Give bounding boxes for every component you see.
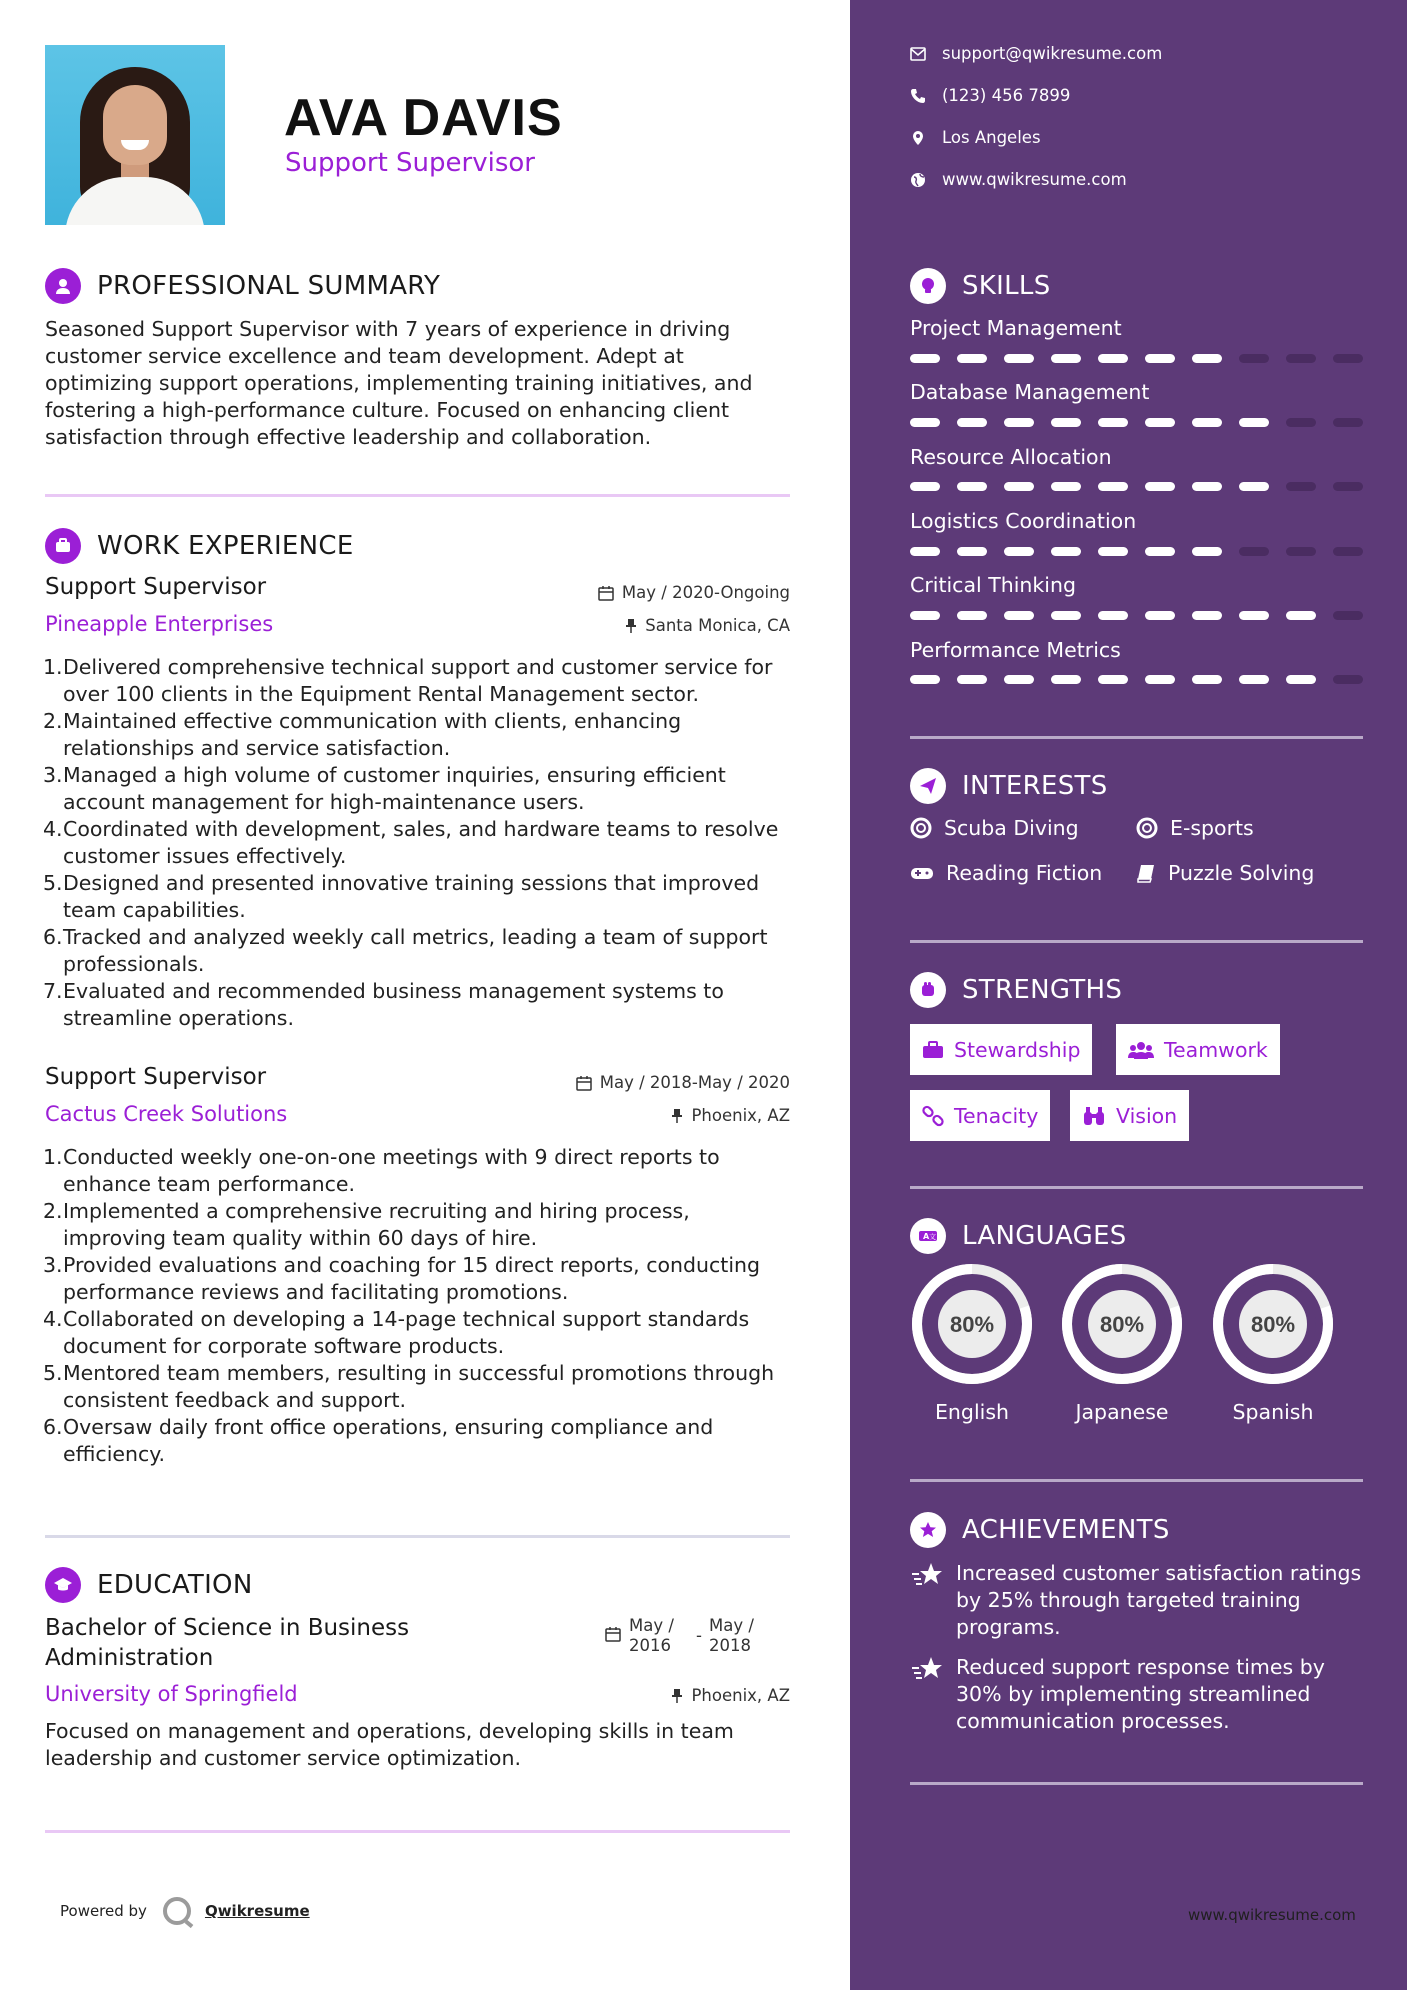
link-icon [922,1105,944,1127]
life-ring-icon [1136,817,1158,839]
summary-heading [45,268,440,304]
skill-level-segment [1051,354,1081,363]
life-ring-icon [910,817,932,839]
briefcase-icon [45,528,81,564]
contact-website [910,170,1127,189]
svg-text:文: 文 [929,1233,936,1241]
skill-bar [910,482,1363,491]
divider [910,940,1363,943]
skill-level-segment [957,354,987,363]
shooting-star-icon [910,1656,946,1682]
language-item [1060,1262,1184,1424]
skill-level-segment [1098,418,1128,427]
candidate-name: AVA DAVIS [284,89,563,147]
gamepad-icon [910,865,934,881]
briefcase-icon [922,1041,944,1059]
contact-location-text: Los Angeles [942,128,1041,147]
skill-level-segment [957,675,987,684]
contact-location [910,128,1041,147]
skill-level-segment [1098,482,1128,491]
svg-text:A: A [923,1232,930,1241]
job-2-location [671,1106,790,1125]
contact-phone [910,86,1070,105]
job-1-location-text: Santa Monica, CA [645,616,790,635]
skill-bar [910,611,1363,620]
list-item: 6. Oversaw daily front office operations, ensuring compliance and efficiency. [43,1415,714,1466]
skills-heading [910,268,1051,304]
skill-level-segment [957,482,987,491]
strength-chip: Stewardship [910,1024,1092,1075]
skill-level-segment [1145,547,1175,556]
skill-level-segment [1239,418,1269,427]
skill-level-segment [1333,354,1363,363]
users-icon [1128,1041,1154,1059]
education-degree: Bachelor of Science in Business Administration [45,1615,410,1671]
skill-name: Project Management [910,316,1122,340]
skill-level-segment [1239,482,1269,491]
contact-phone-text: (123) 456 7899 [942,86,1071,105]
skill-level-segment [1333,611,1363,620]
qwikresume-logo-icon [163,1897,191,1925]
list-item: 2. Maintained effective communication with clients, enhancing relationships and service satisfaction. [43,709,682,760]
skill-level-segment [1004,354,1034,363]
interest-item: Scuba Diving [910,816,1079,840]
skill-level-segment [1145,611,1175,620]
experience-heading [45,528,354,564]
language-name: Spanish [1232,1400,1314,1424]
language-percent: 80% [949,1312,995,1337]
skill-level-segment [1192,611,1222,620]
calendar-icon [598,585,614,601]
skill-level-segment [1004,611,1034,620]
skill-level-segment [1098,547,1128,556]
education-end: May / 2018 [709,1616,754,1655]
divider [910,1479,1363,1482]
skill-level-segment [910,547,940,556]
skill-level-segment [1098,675,1128,684]
education-school: University of Springfield [45,1682,298,1706]
language-item [1211,1262,1335,1424]
skill-level-segment [1004,547,1034,556]
languages-heading [910,1218,1127,1254]
profile-photo [45,45,225,225]
skill-level-segment [1192,418,1222,427]
skill-level-segment [1286,611,1316,620]
skill-level-segment [910,354,940,363]
skill-level-segment [910,418,940,427]
strength-chip: Teamwork [1116,1024,1280,1075]
paper-plane-icon [910,768,946,804]
achievement-text: Reduced support response times by 30% by implementing streamlined communication processes. [956,1655,1325,1733]
achievements-heading [910,1512,1170,1548]
calendar-icon [576,1075,592,1091]
calendar-icon [605,1626,621,1642]
skill-level-segment [1239,547,1269,556]
interests-title: INTERESTS [962,771,1108,801]
job-1-location [625,616,790,635]
book-icon [1136,863,1156,883]
summary-title: PROFESSIONAL SUMMARY [97,271,441,301]
envelope-icon [910,47,926,61]
language-percent: 80% [1250,1312,1296,1337]
language-item [910,1262,1034,1424]
contact-website-text[interactable]: www.qwikresume.com [942,170,1127,189]
phone-icon [910,88,926,104]
list-item: 3. Managed a high volume of customer inquiries, ensuring efficient account management for high-maintenance users. [43,763,726,814]
language-name: English [934,1400,1010,1424]
globe-icon [910,172,926,188]
skill-level-segment [1004,675,1034,684]
divider [45,1830,790,1833]
achievements-title: ACHIEVEMENTS [962,1515,1170,1545]
achievement-item [910,1560,1370,1641]
education-description: Focused on management and operations, developing skills in team leadership and customer service optimization. [45,1719,734,1770]
skill-level-segment [957,418,987,427]
skill-level-segment [1051,611,1081,620]
lightbulb-icon [910,268,946,304]
contact-email [910,44,1162,63]
skill-level-segment [910,611,940,620]
skill-bar [910,418,1363,427]
candidate-title: Support Supervisor [285,148,535,178]
skill-level-segment [1286,675,1316,684]
skill-level-segment [1004,418,1034,427]
skill-level-segment [1145,418,1175,427]
skill-name: Resource Allocation [910,445,1112,469]
translate-icon [910,1218,946,1254]
skill-name: Critical Thinking [910,573,1076,597]
skill-level-segment [1192,354,1222,363]
skill-bar [910,675,1363,684]
interest-item: Reading Fiction [910,861,1102,885]
interests-heading [910,768,1108,804]
skill-level-segment [1051,482,1081,491]
pin-icon [625,618,637,634]
skill-level-segment [1051,675,1081,684]
divider [910,1782,1363,1785]
job-1-date [598,583,790,602]
skill-level-segment [1333,418,1363,427]
list-item: 2. Implemented a comprehensive recruiting and hiring process, improving team quality within 60 days of hire. [43,1199,690,1250]
job-1-title: Support Supervisor [45,574,267,600]
skill-level-segment [1192,675,1222,684]
shooting-star-icon [910,1562,946,1588]
job-1-bullets [45,654,790,1032]
skill-level-segment [1286,418,1316,427]
skill-level-segment [957,547,987,556]
skill-level-segment [1333,547,1363,556]
job-1-company: Pineapple Enterprises [45,612,274,636]
job-1-date-text: May / 2020-Ongoing [621,583,790,602]
strength-chip: Vision [1070,1090,1189,1141]
list-item: 6. Tracked and analyzed weekly call metrics, leading a team of support professionals. [43,925,768,976]
skill-level-segment [1098,611,1128,620]
job-2-bullets [45,1144,790,1468]
skill-level-segment [1333,675,1363,684]
education-date-separator: - [696,1626,702,1645]
skill-level-segment [1239,611,1269,620]
interest-item: Puzzle Solving [1136,861,1314,885]
skill-level-segment [910,675,940,684]
divider [910,1186,1363,1189]
list-item: 7. Evaluated and recommended business management systems to streamline operations. [43,979,724,1030]
divider [45,494,790,497]
skill-bar [910,547,1363,556]
languages-title: LANGUAGES [962,1221,1127,1251]
skill-level-segment [1145,482,1175,491]
achievement-text: Increased customer satisfaction ratings by 25% through targeted training programs. [956,1561,1362,1639]
sidebar [850,0,1407,1990]
list-item: 5. Mentored team members, resulting in successful promotions through consistent feedback and support. [43,1361,775,1412]
job-2-title: Support Supervisor [45,1064,267,1090]
skill-bar [910,354,1363,363]
divider [45,1535,790,1538]
skill-level-segment [910,482,940,491]
skill-level-segment [1145,675,1175,684]
skills-title: SKILLS [962,271,1051,301]
education-dates [605,1616,769,1656]
skill-level-segment [1145,354,1175,363]
language-percent: 80% [1099,1312,1145,1337]
skill-level-segment [1004,482,1034,491]
list-item: 5. Designed and presented innovative training sessions that improved team capabilities. [43,871,760,922]
job-2-company: Cactus Creek Solutions [45,1102,288,1126]
map-marker-icon [910,130,926,146]
divider [910,736,1363,739]
education-location [671,1686,790,1705]
language-ring [1211,1262,1335,1386]
user-icon [45,268,81,304]
skill-name: Performance Metrics [910,638,1121,662]
job-2-location-text: Phoenix, AZ [691,1106,790,1125]
interest-item: E-sports [1136,816,1254,840]
job-2-date [576,1073,790,1092]
contact-email-text: support@qwikresume.com [942,44,1163,63]
education-title: EDUCATION [97,1570,253,1600]
footer-site[interactable]: www.qwikresume.com [1188,1906,1356,1924]
skill-level-segment [1051,418,1081,427]
list-item: 3. Provided evaluations and coaching for 15 direct reports, conducting performance reviews and facilitating promotions. [43,1253,761,1304]
powered-by-label: Powered by [60,1902,147,1920]
list-item: 1. Delivered comprehensive technical support and customer service for over 100 clients in the Equipment Rental Management sector. [43,655,773,706]
education-start: May / 2016 [629,1616,674,1655]
job-2-date-text: May / 2018-May / 2020 [599,1073,790,1092]
language-ring [910,1262,1034,1386]
powered-by [60,1897,310,1925]
strengths-heading [910,972,1122,1008]
skill-level-segment [957,611,987,620]
achievement-item [910,1654,1370,1735]
skill-name: Logistics Coordination [910,509,1137,533]
binoculars-icon [1082,1106,1106,1126]
skill-level-segment [1192,547,1222,556]
list-item: 1. Conducted weekly one-on-one meetings with 9 direct reports to enhance team performance. [43,1145,720,1196]
skill-level-segment [1239,675,1269,684]
skill-level-segment [1333,482,1363,491]
list-item: 4. Coordinated with development, sales, and hardware teams to resolve customer issues effectively. [43,817,779,868]
qwikresume-link[interactable]: Qwikresume [204,1902,310,1920]
pin-icon [671,1688,683,1704]
pin-icon [671,1108,683,1124]
skill-level-segment [1286,482,1316,491]
language-ring [1060,1262,1184,1386]
summary-text: Seasoned Support Supervisor with 7 years of experience in driving customer service excellence and team development. Adept at optimizing support operations, implementing training initiatives, and fostering a high-performance culture. Focused on enhancing client satisfaction through effective leadership and collaboration. [45,317,753,449]
skill-level-segment [1286,547,1316,556]
skill-level-segment [1286,354,1316,363]
star-badge-icon [910,1512,946,1548]
skill-level-segment [1192,482,1222,491]
list-item: 4. Collaborated on developing a 14-page technical support standards document for corporate software products. [43,1307,750,1358]
education-location-text: Phoenix, AZ [691,1686,790,1705]
education-heading [45,1567,253,1603]
skill-level-segment [1239,354,1269,363]
strengths-title: STRENGTHS [962,975,1123,1005]
experience-title: WORK EXPERIENCE [97,531,354,561]
skill-level-segment [1051,547,1081,556]
skill-level-segment [1098,354,1128,363]
skill-name: Database Management [910,380,1150,404]
strength-chip: Tenacity [910,1090,1050,1141]
fist-icon [910,972,946,1008]
language-name: Japanese [1075,1400,1169,1424]
graduation-cap-icon [45,1567,81,1603]
